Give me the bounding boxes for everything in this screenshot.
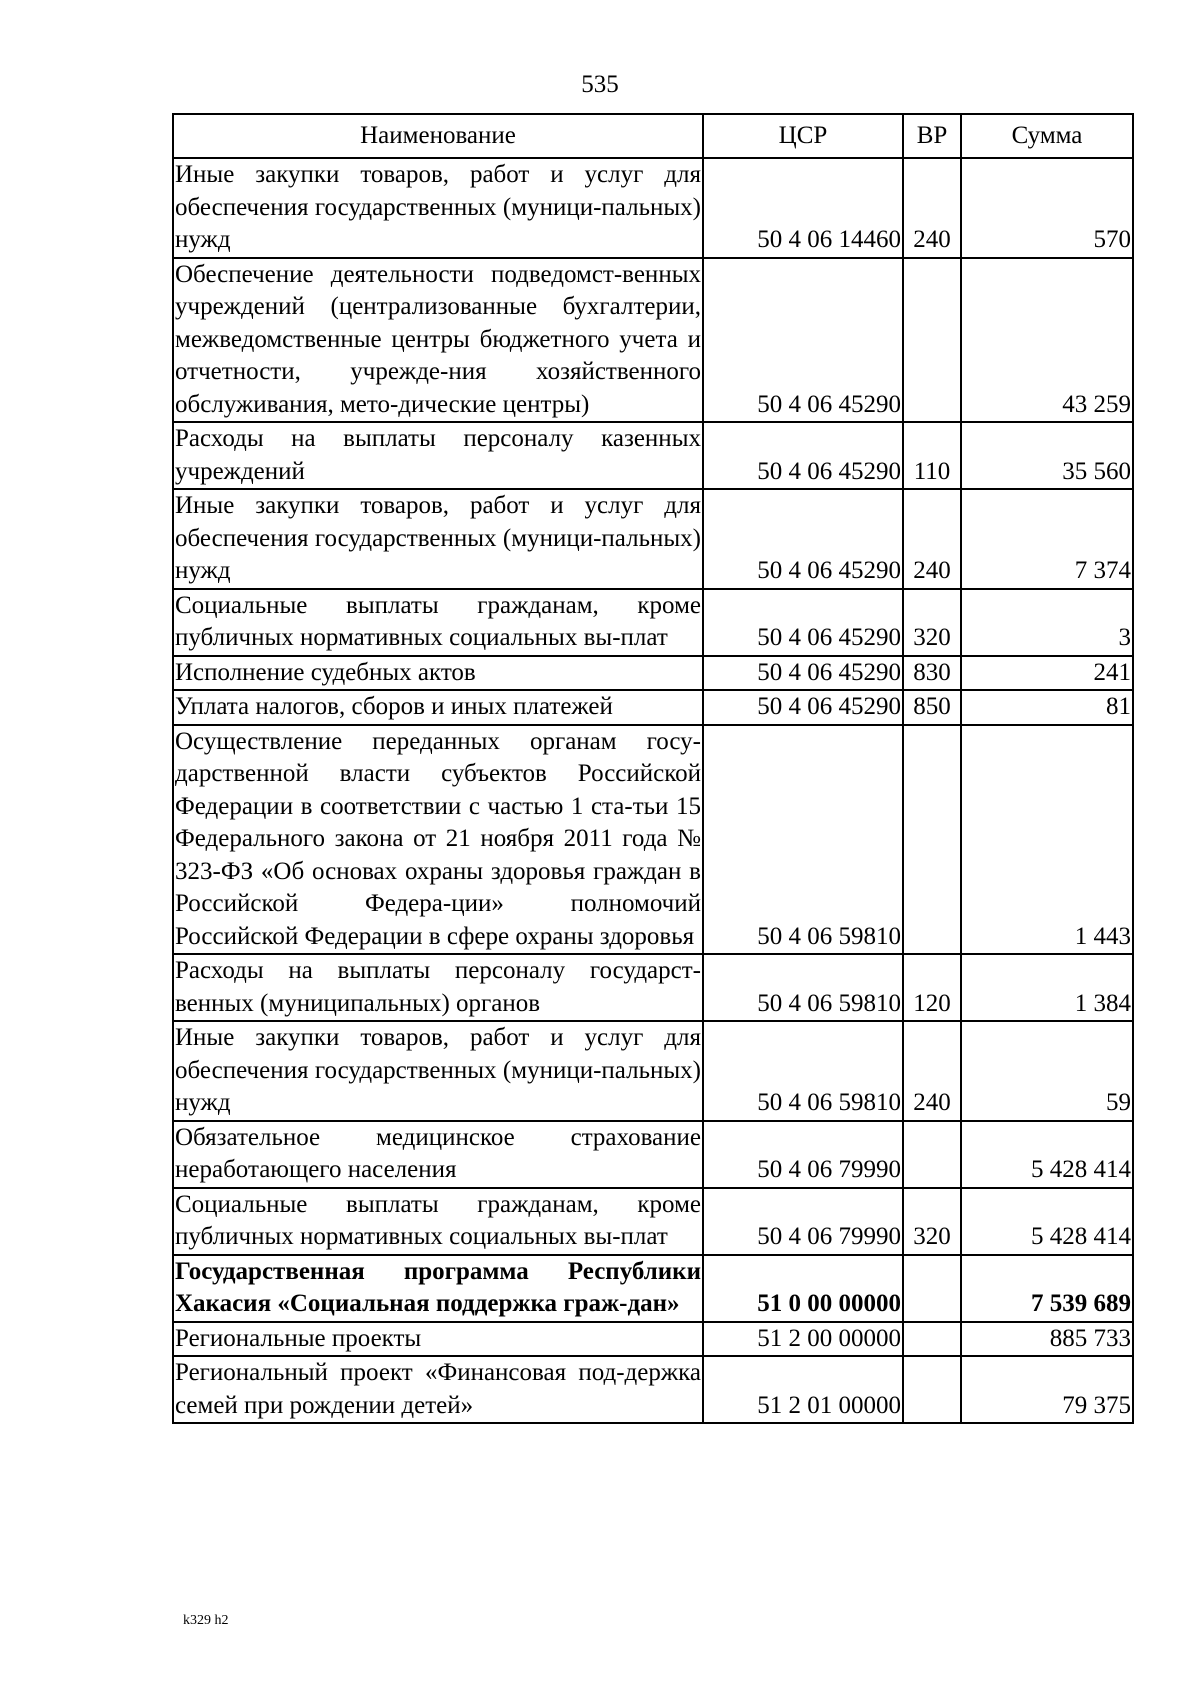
name-cell: Иные закупки товаров, работ и услуг для обеспечения государственных (муници-пальных) нужд <box>173 1021 703 1121</box>
sum-cell: 5 428 414 <box>961 1188 1133 1255</box>
header-csr: ЦСР <box>703 114 903 158</box>
vr-cell <box>903 1356 961 1423</box>
vr-cell <box>903 258 961 423</box>
sum-cell: 570 <box>961 158 1133 258</box>
name-cell: Иные закупки товаров, работ и услуг для обеспечения государственных (муници-пальных) нужд <box>173 489 703 589</box>
vr-cell: 850 <box>903 690 961 725</box>
table-row <box>173 725 1133 955</box>
vr-cell <box>903 1121 961 1188</box>
header-sum: Сумма <box>961 114 1133 158</box>
csr-cell: 50 4 06 79990 <box>703 1188 903 1255</box>
csr-cell: 50 4 06 59810 <box>703 1021 903 1121</box>
table-row <box>173 489 1133 589</box>
name-cell: Социальные выплаты гражданам, кроме публичных нормативных социальных вы-плат <box>173 1188 703 1255</box>
header-vr: ВР <box>903 114 961 158</box>
name-cell: Расходы на выплаты персоналу государст-венных (муниципальных) органов <box>173 954 703 1021</box>
table-header-row <box>173 114 1133 158</box>
vr-cell: 830 <box>903 656 961 691</box>
csr-cell: 50 4 06 14460 <box>703 158 903 258</box>
csr-cell: 51 2 00 00000 <box>703 1322 903 1357</box>
sum-cell: 7 374 <box>961 489 1133 589</box>
sum-cell: 241 <box>961 656 1133 691</box>
table-row <box>173 258 1133 423</box>
csr-cell: 50 4 06 45290 <box>703 258 903 423</box>
page-number: 535 <box>581 71 619 98</box>
table-row <box>173 1188 1133 1255</box>
name-cell: Исполнение судебных актов <box>173 656 703 691</box>
name-cell: Региональный проект «Финансовая под-держка семей при рождении детей» <box>173 1356 703 1423</box>
table-row <box>173 690 1133 725</box>
name-cell: Обеспечение деятельности подведомст-венных учреждений (централизованные бухгалтерии, межведомственные центры бюджетного учета и отчетности, учрежде-ния хозяйственного обслуживания, мето-дические центры) <box>173 258 703 423</box>
vr-cell <box>903 1255 961 1322</box>
sum-cell: 3 <box>961 589 1133 656</box>
csr-cell: 51 0 00 00000 <box>703 1255 903 1322</box>
table-row <box>173 1322 1133 1357</box>
csr-cell: 50 4 06 79990 <box>703 1121 903 1188</box>
table-row <box>173 656 1133 691</box>
vr-cell: 240 <box>903 1021 961 1121</box>
vr-cell <box>903 725 961 955</box>
sum-cell: 5 428 414 <box>961 1121 1133 1188</box>
vr-cell: 320 <box>903 589 961 656</box>
table-row <box>173 1121 1133 1188</box>
table-body <box>173 158 1133 1423</box>
name-cell: Обязательное медицинское страхование неработающего населения <box>173 1121 703 1188</box>
csr-cell: 50 4 06 59810 <box>703 954 903 1021</box>
csr-cell: 50 4 06 45290 <box>703 690 903 725</box>
name-cell: Социальные выплаты гражданам, кроме публичных нормативных социальных вы-плат <box>173 589 703 656</box>
table-row <box>173 589 1133 656</box>
vr-cell <box>903 1322 961 1357</box>
sum-cell: 35 560 <box>961 422 1133 489</box>
name-cell: Расходы на выплаты персоналу казенных учреждений <box>173 422 703 489</box>
csr-cell: 50 4 06 45290 <box>703 589 903 656</box>
name-cell: Региональные проекты <box>173 1322 703 1357</box>
sum-cell: 1 384 <box>961 954 1133 1021</box>
table-row <box>173 1356 1133 1423</box>
vr-cell: 120 <box>903 954 961 1021</box>
sum-cell: 1 443 <box>961 725 1133 955</box>
csr-cell: 50 4 06 59810 <box>703 725 903 955</box>
footer-code: k329 h2 <box>183 1613 229 1628</box>
table-row <box>173 422 1133 489</box>
name-cell: Иные закупки товаров, работ и услуг для обеспечения государственных (муници-пальных) нужд <box>173 158 703 258</box>
sum-cell: 79 375 <box>961 1356 1133 1423</box>
csr-cell: 50 4 06 45290 <box>703 656 903 691</box>
table-row <box>173 1021 1133 1121</box>
table-row <box>173 1255 1133 1322</box>
vr-cell: 320 <box>903 1188 961 1255</box>
vr-cell: 240 <box>903 158 961 258</box>
csr-cell: 50 4 06 45290 <box>703 489 903 589</box>
budget-table <box>172 113 1134 1424</box>
sum-cell: 7 539 689 <box>961 1255 1133 1322</box>
name-cell: Государственная программа Республики Хакасия «Социальная поддержка граж-дан» <box>173 1255 703 1322</box>
name-cell: Осуществление переданных органам госу-дарственной власти субъектов Российской Федерации в соответствии с частью 1 ста-тьи 15 Федерального закона от 21 ноября 2011 года № 323-ФЗ «Об основах охраны здоровья граждан в Российской Федера-ции» полномочий Российской Федерации в сфере охраны здоровья <box>173 725 703 955</box>
name-cell: Уплата налогов, сборов и иных платежей <box>173 690 703 725</box>
sum-cell: 43 259 <box>961 258 1133 423</box>
table-row <box>173 954 1133 1021</box>
sum-cell: 59 <box>961 1021 1133 1121</box>
header-name: Наименование <box>173 114 703 158</box>
vr-cell: 240 <box>903 489 961 589</box>
csr-cell: 50 4 06 45290 <box>703 422 903 489</box>
sum-cell: 81 <box>961 690 1133 725</box>
sum-cell: 885 733 <box>961 1322 1133 1357</box>
csr-cell: 51 2 01 00000 <box>703 1356 903 1423</box>
vr-cell: 110 <box>903 422 961 489</box>
table-row <box>173 158 1133 258</box>
